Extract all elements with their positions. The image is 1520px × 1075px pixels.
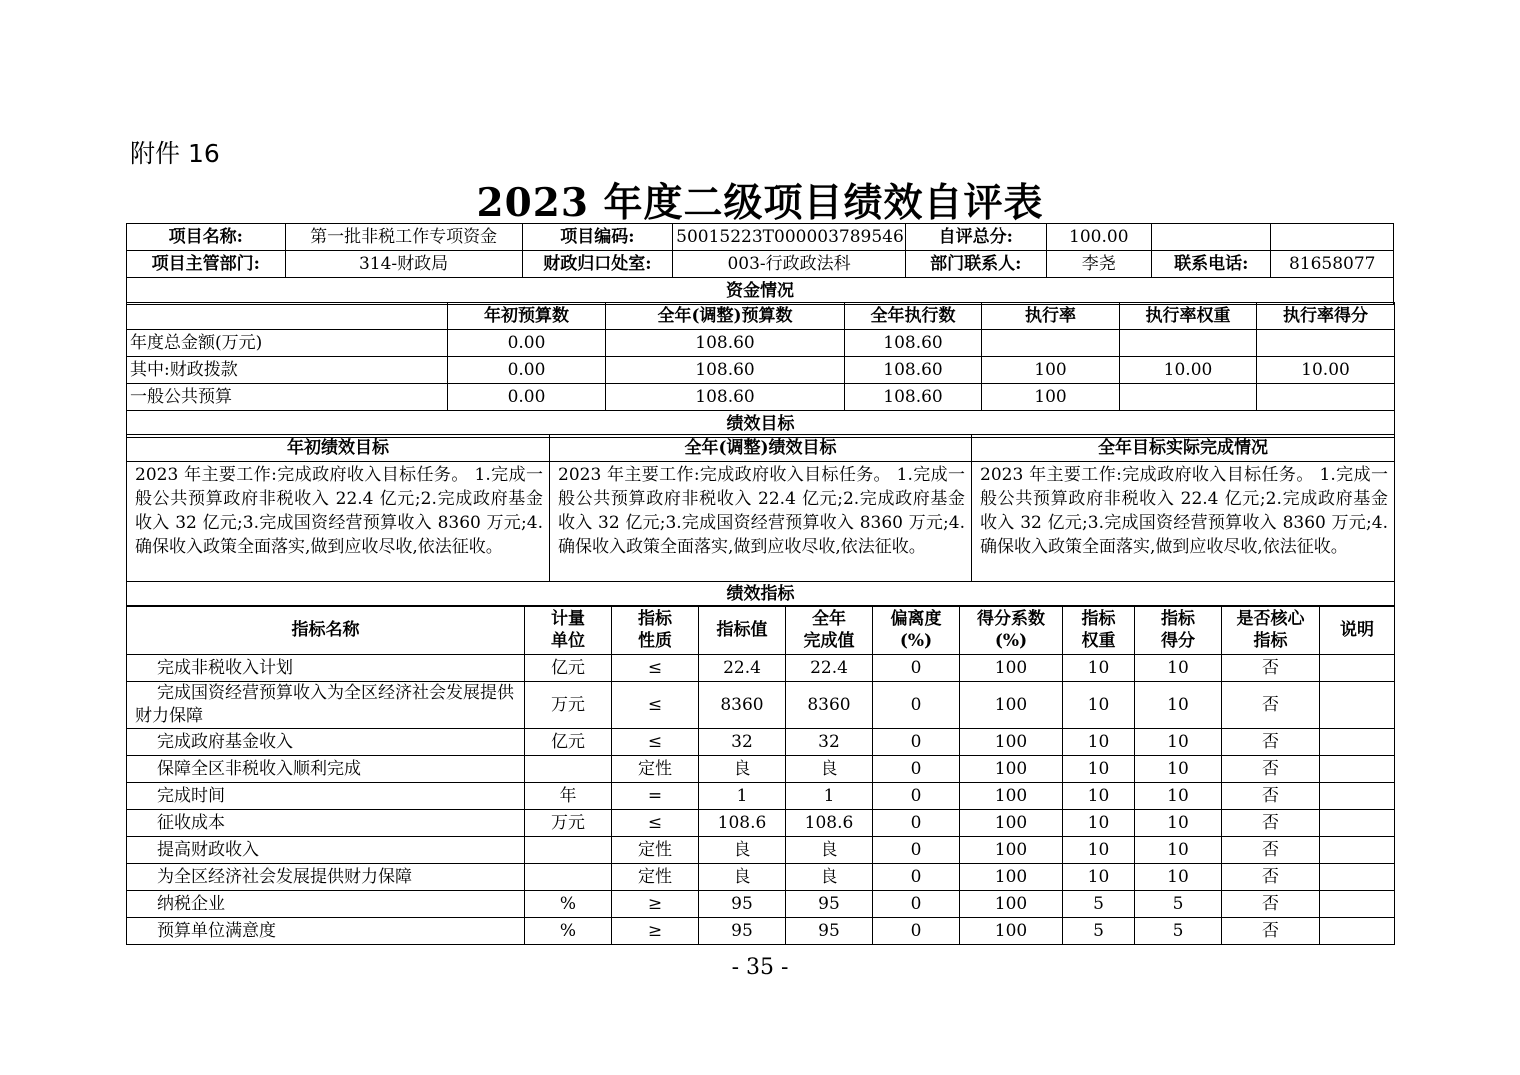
funds-score bbox=[1257, 384, 1395, 411]
phone-value: 81658077 bbox=[1271, 251, 1394, 278]
indicator-score: 10 bbox=[1135, 655, 1222, 682]
funds-header-adjusted: 全年(调整)预算数 bbox=[606, 303, 845, 330]
indicator-target: 良 bbox=[699, 837, 786, 864]
header-line: 得分系数 bbox=[977, 609, 1045, 629]
indicator-core: 否 bbox=[1222, 810, 1320, 837]
indicator-coef: 100 bbox=[960, 756, 1063, 783]
indicator-score: 10 bbox=[1135, 729, 1222, 756]
indicator-score: 10 bbox=[1135, 756, 1222, 783]
indicator-core: 否 bbox=[1222, 655, 1320, 682]
indicator-name: 为全区经济社会发展提供财力保障 bbox=[127, 864, 525, 891]
indicator-unit: 万元 bbox=[525, 682, 612, 729]
indicator-unit: % bbox=[525, 891, 612, 918]
indicator-nature: ≤ bbox=[612, 655, 699, 682]
indicator-score: 5 bbox=[1135, 891, 1222, 918]
funds-header-weight: 执行率权重 bbox=[1120, 303, 1257, 330]
indicator-target: 32 bbox=[699, 729, 786, 756]
header-line: 计量 bbox=[551, 609, 585, 629]
self-score-value: 100.00 bbox=[1046, 224, 1151, 251]
indicator-weight: 10 bbox=[1063, 837, 1135, 864]
indicator-core: 否 bbox=[1222, 682, 1320, 729]
indicator-name: 征收成本 bbox=[127, 810, 525, 837]
indicators-body bbox=[127, 655, 1395, 945]
funds-header-rate: 执行率 bbox=[982, 303, 1120, 330]
indicator-core: 否 bbox=[1222, 783, 1320, 810]
indicator-target: 良 bbox=[699, 756, 786, 783]
indicator-unit: 万元 bbox=[525, 810, 612, 837]
indicator-coef: 100 bbox=[960, 682, 1063, 729]
indicator-note bbox=[1320, 682, 1395, 729]
funds-initial: 0.00 bbox=[448, 357, 606, 384]
self-score-label: 自评总分: bbox=[906, 224, 1047, 251]
indicator-target: 108.6 bbox=[699, 810, 786, 837]
indicator-name: 完成政府基金收入 bbox=[127, 729, 525, 756]
project-info-table bbox=[126, 223, 1394, 305]
indicator-nature: ≤ bbox=[612, 682, 699, 729]
indicator-actual: 1 bbox=[786, 783, 873, 810]
indicator-actual: 良 bbox=[786, 756, 873, 783]
indicator-unit: 亿元 bbox=[525, 729, 612, 756]
ind-header-weight bbox=[1063, 606, 1135, 655]
funds-initial: 0.00 bbox=[448, 384, 606, 411]
indicator-core: 否 bbox=[1222, 756, 1320, 783]
funds-weight: 10.00 bbox=[1120, 357, 1257, 384]
project-name-value: 第一批非税工作专项资金 bbox=[285, 224, 522, 251]
indicator-actual: 108.6 bbox=[786, 810, 873, 837]
indicator-deviation: 0 bbox=[873, 837, 960, 864]
indicator-actual: 良 bbox=[786, 864, 873, 891]
indicator-coef: 100 bbox=[960, 891, 1063, 918]
indicator-unit bbox=[525, 864, 612, 891]
funds-executed: 108.60 bbox=[845, 357, 982, 384]
indicator-weight: 5 bbox=[1063, 891, 1135, 918]
indicator-nature: 定性 bbox=[612, 837, 699, 864]
header-line: 指标 bbox=[1081, 609, 1116, 629]
header-line: 性质 bbox=[638, 631, 672, 651]
indicator-weight: 10 bbox=[1063, 655, 1135, 682]
phone-label: 联系电话: bbox=[1152, 251, 1271, 278]
indicator-note bbox=[1320, 918, 1395, 945]
indicator-row bbox=[127, 918, 1395, 945]
indicator-nature: 定性 bbox=[612, 756, 699, 783]
indicator-target: 95 bbox=[699, 918, 786, 945]
indicator-coef: 100 bbox=[960, 783, 1063, 810]
goals-text-row bbox=[127, 462, 1395, 582]
indicator-coef: 100 bbox=[960, 918, 1063, 945]
header-line: 全年 bbox=[812, 609, 846, 629]
indicator-core: 否 bbox=[1222, 891, 1320, 918]
indicator-actual: 95 bbox=[786, 918, 873, 945]
indicator-name: 纳税企业 bbox=[127, 891, 525, 918]
indicator-row bbox=[127, 756, 1395, 783]
indicator-actual: 22.4 bbox=[786, 655, 873, 682]
funds-weight bbox=[1120, 330, 1257, 357]
ind-header-actual bbox=[786, 606, 873, 655]
indicator-target: 95 bbox=[699, 891, 786, 918]
ind-header-target: 指标值 bbox=[699, 606, 786, 655]
indicators-section-row bbox=[127, 582, 1395, 607]
indicator-row bbox=[127, 837, 1395, 864]
indicator-score: 10 bbox=[1135, 837, 1222, 864]
indicator-target: 8360 bbox=[699, 682, 786, 729]
project-name-label: 项目名称: bbox=[127, 224, 286, 251]
indicator-name: 完成时间 bbox=[127, 783, 525, 810]
goals-header-row bbox=[127, 435, 1395, 462]
indicator-core: 否 bbox=[1222, 837, 1320, 864]
indicator-actual: 良 bbox=[786, 837, 873, 864]
goals-initial-text: 2023 年主要工作:完成政府收入目标任务。 1.完成一般公共预算政府非税收入 22.4 亿元;2.完成政府基金收入 32 亿元;3.完成国资经营预算收入 8360 万元;4.确保收入政策全面落实,做到应收尽收,依法征收。 bbox=[127, 462, 550, 582]
indicator-row bbox=[127, 891, 1395, 918]
indicator-row bbox=[127, 864, 1395, 891]
indicator-note bbox=[1320, 810, 1395, 837]
indicator-unit bbox=[525, 756, 612, 783]
header-line: 得分 bbox=[1161, 631, 1195, 651]
project-code-label: 项目编码: bbox=[522, 224, 673, 251]
indicator-deviation: 0 bbox=[873, 729, 960, 756]
funds-table bbox=[126, 302, 1395, 438]
indicator-deviation: 0 bbox=[873, 682, 960, 729]
goals-header-adjusted: 全年(调整)绩效目标 bbox=[550, 435, 972, 462]
funds-row bbox=[127, 384, 1395, 411]
ind-header-score bbox=[1135, 606, 1222, 655]
header-line: 指标 bbox=[1161, 609, 1195, 629]
goals-actual-text: 2023 年主要工作:完成政府收入目标任务。 1.完成一般公共预算政府非税收入 22.4 亿元;2.完成政府基金收入 32 亿元;3.完成国资经营预算收入 8360 万元;4.确保收入政策全面落实,做到应收尽收,依法征收。 bbox=[972, 462, 1395, 582]
funds-header-score: 执行率得分 bbox=[1257, 303, 1395, 330]
indicator-note bbox=[1320, 756, 1395, 783]
indicator-note bbox=[1320, 864, 1395, 891]
indicator-weight: 5 bbox=[1063, 918, 1135, 945]
funds-row-label: 年度总金额(万元) bbox=[127, 330, 448, 357]
funds-row bbox=[127, 357, 1395, 384]
indicator-coef: 100 bbox=[960, 655, 1063, 682]
header-line: (%) bbox=[994, 631, 1028, 651]
funds-score bbox=[1257, 330, 1395, 357]
info-row-2 bbox=[127, 251, 1394, 278]
header-line: 权重 bbox=[1081, 631, 1116, 651]
indicator-weight: 10 bbox=[1063, 682, 1135, 729]
indicator-score: 10 bbox=[1135, 810, 1222, 837]
dept-value: 314-财政局 bbox=[285, 251, 522, 278]
funds-adjusted: 108.60 bbox=[606, 357, 845, 384]
ind-header-coef bbox=[960, 606, 1063, 655]
funds-header-empty bbox=[127, 303, 448, 330]
indicator-note bbox=[1320, 783, 1395, 810]
ind-header-core bbox=[1222, 606, 1320, 655]
indicator-name: 保障全区非税收入顺利完成 bbox=[127, 756, 525, 783]
funds-section-title: 资金情况 bbox=[127, 278, 1394, 305]
indicator-nature: ≥ bbox=[612, 891, 699, 918]
indicator-nature: 定性 bbox=[612, 864, 699, 891]
contact-label: 部门联系人: bbox=[906, 251, 1047, 278]
goals-table bbox=[126, 434, 1395, 607]
funds-header-row bbox=[127, 303, 1395, 330]
funds-row bbox=[127, 330, 1395, 357]
contact-value: 李尧 bbox=[1046, 251, 1151, 278]
indicator-weight: 10 bbox=[1063, 756, 1135, 783]
indicator-nature: ≤ bbox=[612, 729, 699, 756]
indicator-note bbox=[1320, 655, 1395, 682]
indicator-weight: 10 bbox=[1063, 783, 1135, 810]
funds-row-label: 其中:财政拨款 bbox=[127, 357, 448, 384]
goals-header-actual: 全年目标实际完成情况 bbox=[972, 435, 1395, 462]
indicator-unit: % bbox=[525, 918, 612, 945]
indicator-name: 预算单位满意度 bbox=[127, 918, 525, 945]
indicator-target: 良 bbox=[699, 864, 786, 891]
goals-section-title: 绩效目标 bbox=[127, 411, 1395, 438]
funds-header-executed: 全年执行数 bbox=[845, 303, 982, 330]
indicator-coef: 100 bbox=[960, 810, 1063, 837]
indicator-row bbox=[127, 783, 1395, 810]
indicator-name: 提高财政收入 bbox=[127, 837, 525, 864]
header-line: 指标 bbox=[638, 609, 672, 629]
indicator-core: 否 bbox=[1222, 729, 1320, 756]
funds-section-row bbox=[127, 278, 1394, 305]
funds-score: 10.00 bbox=[1257, 357, 1395, 384]
indicator-score: 10 bbox=[1135, 783, 1222, 810]
indicator-deviation: 0 bbox=[873, 783, 960, 810]
indicator-target: 1 bbox=[699, 783, 786, 810]
header-line: 是否核心 bbox=[1236, 609, 1305, 629]
indicator-actual: 8360 bbox=[786, 682, 873, 729]
funds-adjusted: 108.60 bbox=[606, 330, 845, 357]
empty-cell bbox=[1152, 224, 1271, 251]
indicator-coef: 100 bbox=[960, 729, 1063, 756]
indicator-row bbox=[127, 810, 1395, 837]
indicator-deviation: 0 bbox=[873, 864, 960, 891]
indicator-core: 否 bbox=[1222, 864, 1320, 891]
indicator-nature: ≤ bbox=[612, 810, 699, 837]
page-number: - 35 - bbox=[731, 955, 789, 980]
indicator-nature: ≥ bbox=[612, 918, 699, 945]
indicator-row bbox=[127, 682, 1395, 729]
indicator-score: 10 bbox=[1135, 682, 1222, 729]
ind-header-note: 说明 bbox=[1320, 606, 1395, 655]
indicator-name: 完成国资经营预算收入为全区经济社会发展提供财力保障 bbox=[127, 682, 525, 729]
goals-adjusted-text: 2023 年主要工作:完成政府收入目标任务。 1.完成一般公共预算政府非税收入 22.4 亿元;2.完成政府基金收入 32 亿元;3.完成国资经营预算收入 8360 万元;4.确保收入政策全面落实,做到应收尽收,依法征收。 bbox=[550, 462, 972, 582]
header-line: 指标 bbox=[1253, 631, 1288, 651]
funds-initial: 0.00 bbox=[448, 330, 606, 357]
funds-rate: 100 bbox=[982, 357, 1120, 384]
funds-executed: 108.60 bbox=[845, 330, 982, 357]
ind-header-nature bbox=[612, 606, 699, 655]
indicator-note bbox=[1320, 729, 1395, 756]
attachment-label: 附件 16 bbox=[130, 139, 220, 168]
indicator-weight: 10 bbox=[1063, 864, 1135, 891]
indicators-section-title: 绩效指标 bbox=[127, 582, 1395, 607]
indicator-note bbox=[1320, 837, 1395, 864]
indicator-row bbox=[127, 655, 1395, 682]
indicator-unit: 年 bbox=[525, 783, 612, 810]
indicator-deviation: 0 bbox=[873, 891, 960, 918]
funds-executed: 108.60 bbox=[845, 384, 982, 411]
ind-header-name: 指标名称 bbox=[127, 606, 525, 655]
indicator-nature: = bbox=[612, 783, 699, 810]
indicators-table bbox=[126, 605, 1395, 945]
funds-row-label: 一般公共预算 bbox=[127, 384, 448, 411]
indicator-unit: 亿元 bbox=[525, 655, 612, 682]
goals-header-initial: 年初绩效目标 bbox=[127, 435, 550, 462]
indicator-weight: 10 bbox=[1063, 729, 1135, 756]
indicator-deviation: 0 bbox=[873, 810, 960, 837]
ind-header-deviation bbox=[873, 606, 960, 655]
header-line: (%) bbox=[899, 631, 933, 651]
indicator-unit bbox=[525, 837, 612, 864]
office-label: 财政归口处室: bbox=[522, 251, 673, 278]
funds-rate: 100 bbox=[982, 384, 1120, 411]
indicator-deviation: 0 bbox=[873, 655, 960, 682]
indicators-header-row bbox=[127, 606, 1395, 655]
header-line: 偏离度 bbox=[890, 609, 942, 629]
dept-label: 项目主管部门: bbox=[127, 251, 286, 278]
indicator-actual: 95 bbox=[786, 891, 873, 918]
indicator-row bbox=[127, 729, 1395, 756]
funds-header-initial: 年初预算数 bbox=[448, 303, 606, 330]
indicator-target: 22.4 bbox=[699, 655, 786, 682]
funds-weight bbox=[1120, 384, 1257, 411]
empty-cell bbox=[1271, 224, 1394, 251]
indicator-coef: 100 bbox=[960, 837, 1063, 864]
header-line: 单位 bbox=[551, 631, 585, 651]
header-line: 完成值 bbox=[803, 631, 855, 651]
indicator-coef: 100 bbox=[960, 864, 1063, 891]
funds-adjusted: 108.60 bbox=[606, 384, 845, 411]
ind-header-unit bbox=[525, 606, 612, 655]
office-value: 003-行政政法科 bbox=[673, 251, 906, 278]
indicator-name: 完成非税收入计划 bbox=[127, 655, 525, 682]
project-code-value: 50015223T000003789546 bbox=[673, 224, 906, 251]
indicator-score: 5 bbox=[1135, 918, 1222, 945]
page-title: 2023 年度二级项目绩效自评表 bbox=[476, 180, 1044, 226]
indicator-actual: 32 bbox=[786, 729, 873, 756]
funds-rate bbox=[982, 330, 1120, 357]
indicator-deviation: 0 bbox=[873, 756, 960, 783]
indicator-core: 否 bbox=[1222, 918, 1320, 945]
indicator-weight: 10 bbox=[1063, 810, 1135, 837]
indicator-deviation: 0 bbox=[873, 918, 960, 945]
indicator-score: 10 bbox=[1135, 864, 1222, 891]
indicator-note bbox=[1320, 891, 1395, 918]
info-row-1 bbox=[127, 224, 1394, 251]
